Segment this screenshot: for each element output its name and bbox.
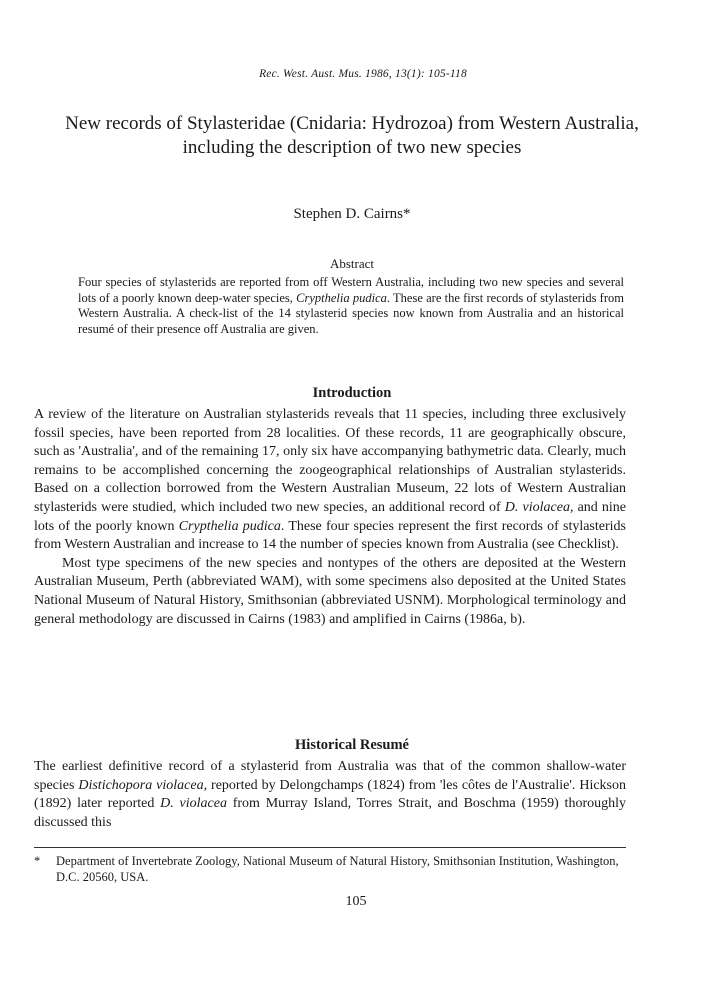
abstract-text: [78, 275, 624, 337]
species-name: D. violacea: [160, 796, 227, 812]
abstract-text-part: Four species of stylasterids are reported from off Western Australia, including two new species and several lots of a poorly known deep-water species,: [78, 275, 624, 305]
abstract-text-part: . These are the first records of stylasterids from Western Australia. A check-list of the 14 stylasterid species now known from Australia and an historical resumé of their presence off Australia are given.: [78, 290, 624, 336]
footnote-text: Department of Invertebrate Zoology, National Museum of Natural History, Smithsonian Institution, Washington, D.C. 20560, USA.: [56, 854, 619, 884]
footnote-mark: *: [34, 854, 41, 868]
running-head: Rec. West. Aust. Mus. 1986, 13(1): 105-118: [259, 68, 467, 80]
species-name: Crypthelia pudica: [296, 290, 387, 305]
abstract-heading: Abstract: [329, 256, 375, 271]
species-name: Crypthelia pudica: [178, 518, 281, 534]
introduction-paragraph-2: Most type specimens of the new species and nontypes of the others are deposited at the Western Australian Museum, Perth (abbreviated WAM), with some specimens also deposited at the United States National Museum of Natural History, Smithsonian (abbreviated USNM). Morphological terminology and general methodology are discussed in Cairns (1983) and amplified in Cairns (1986a, b).: [34, 555, 626, 627]
author-name: Stephen D. Cairns*: [293, 206, 411, 222]
species-name: Distichopora violacea: [78, 777, 204, 793]
text-run: A review of the literature on Australian stylasterids reveals that 11 species, including three exclusively fossil species, have been reported from 28 localities. Of these records, 11 are geographically obscure, such as 'Australia', and of the remaining 17, only six have accompanying bathymetric data. Clearly, much remains to be accomplished concerning the zoogeographical relationships of Australian stylasterids. Based on a collection borrowed from the Western Australian Museum, 22 lots of Western Australian stylasterids were studied, which included two new species, an additional record of: [34, 407, 626, 515]
historical-resume-body: [34, 758, 626, 832]
historical-paragraph-1: [34, 758, 626, 832]
text-run: , reported by Delongchamps (1824) from 'les côtes de l'Australie'. Hickson (1892) later reported: [34, 777, 626, 812]
species-name: D. violacea: [504, 499, 570, 515]
historical-resume-heading: Historical Resumé: [295, 737, 409, 753]
introduction-heading: Introduction: [312, 385, 392, 401]
footnote-divider: [34, 847, 626, 848]
introduction-body: [34, 406, 626, 629]
page-number: 105: [345, 894, 367, 909]
text-run: from Murray Island, Torres Strait, and Boschma (1959) thoroughly discussed this: [34, 796, 627, 830]
text-run: , and nine lots of the poorly known: [34, 499, 626, 534]
text-run: . These four species represent the first records of stylasterids from Western Australian and increase to 14 the number of species known from Australia (see Checklist).: [34, 518, 626, 553]
text-run: The earliest definitive record of a stylasterid from Australia was that of the common shallow-water species: [34, 759, 626, 793]
article-title: New records of Stylasteridae (Cnidaria: Hydrozoa) from Western Australia, including the description of two new species: [65, 113, 639, 158]
introduction-paragraph-1: [34, 406, 626, 555]
footnote: [34, 853, 626, 885]
